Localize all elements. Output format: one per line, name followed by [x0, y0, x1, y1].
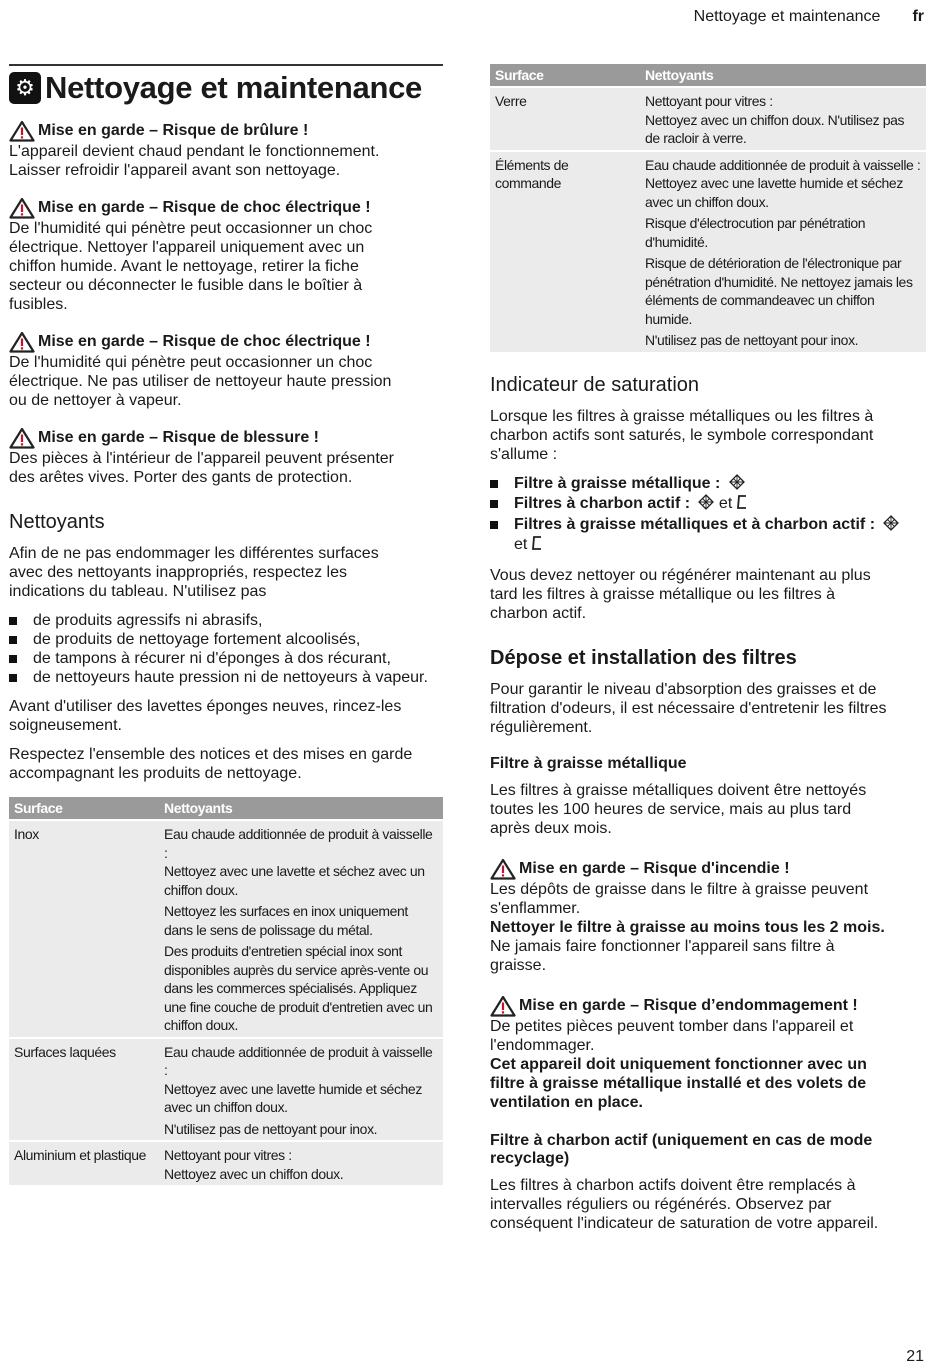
warning-triangle-icon — [490, 858, 516, 880]
carbon-filter-icon — [736, 494, 748, 510]
text-line: Lorsque les filtres à graisse métalliques ou les filtres à — [490, 407, 874, 425]
surface-cell: Surfaces laquées — [9, 1038, 159, 1142]
metal-filter-heading: Filtre à graisse métallique — [490, 754, 687, 772]
text-line: De l'humidité qui pénètre peut occasionner un choc — [9, 220, 373, 237]
page-title: Nettoyage et maintenance — [45, 70, 422, 105]
filters-heading: Dépose et installation des filtres — [490, 646, 797, 669]
cleaner-cell — [640, 151, 926, 352]
text-line: toutes les 100 heures de service, mais au plus tard — [490, 800, 852, 818]
warning-text-after — [490, 937, 926, 975]
text-line: s'enflammer. — [490, 899, 581, 917]
warning-text — [490, 880, 926, 918]
table-head-cleaners: Nettoyants — [640, 64, 926, 87]
text-line: De petites pièces peuvent tomber dans l'appareil et — [490, 1017, 854, 1035]
warning-triangle-icon — [9, 197, 35, 219]
table-head-cleaners: Nettoyants — [159, 797, 443, 820]
text-line: ventilation en place. — [490, 1093, 643, 1111]
indicator-item — [490, 474, 926, 495]
cleaners-table-right — [490, 64, 926, 352]
section-title-row — [9, 64, 443, 106]
notices-paragraph: Respectez l'ensemble des notices et des mises en garde accompagnant les produits de nettoyage. — [9, 746, 413, 782]
warning-block — [9, 197, 443, 314]
text-line: Les filtres à graisse métalliques doivent être nettoyés — [490, 781, 867, 799]
cleaner-cell — [159, 820, 443, 1038]
warning-bold-text — [490, 1055, 926, 1112]
dont-use-list — [9, 611, 443, 687]
cleaner-text: Eau chaude additionnée de produit à vaisselle : — [164, 826, 433, 861]
left-column — [9, 64, 443, 1185]
table-row — [490, 87, 926, 151]
table-row — [9, 1141, 443, 1185]
saturation-intro — [490, 407, 926, 464]
cleaners-table-left — [9, 797, 443, 1185]
cleaner-text: Eau chaude additionnée de produit à vaisselle : — [645, 156, 921, 173]
text-line: s'allume : — [490, 445, 558, 463]
grease-filter-icon — [698, 494, 714, 510]
cleaner-text: Nettoyez avec une lavette humide et séchez avec un chiffon doux. — [164, 1080, 422, 1115]
text-line: secteur ou déconnecter le fusible dans le boîtier à — [9, 277, 363, 294]
carbon-filter-heading: Filtre à charbon actif (uniquement en cas de mode recyclage) — [490, 1131, 873, 1167]
warning-triangle-icon — [9, 427, 35, 449]
warning-title: Mise en garde – Risque de blessure ! — [38, 429, 319, 446]
page-number: 21 — [906, 1348, 924, 1365]
text-line: des arêtes vives. Porter des gants de protection. — [9, 469, 353, 486]
warning-title: Mise en garde – Risque de choc électrique ! — [38, 199, 371, 216]
grease-filter-icon — [729, 474, 745, 490]
warning-block — [9, 427, 443, 487]
text-line: Afin de ne pas endommager les différentes surfaces — [9, 545, 379, 562]
list-item: de produits agressifs ni abrasifs, — [9, 611, 443, 630]
text-line: L'appareil devient chaud pendant le fonctionnement. — [9, 143, 380, 160]
filters-intro — [490, 680, 926, 737]
text-line: graisse. — [490, 956, 547, 974]
surface-cell: Inox — [9, 820, 159, 1038]
indicator-label: Filtres à charbon actif : — [514, 495, 695, 512]
warning-triangle-icon — [9, 331, 35, 353]
grease-filter-icon — [883, 515, 899, 531]
indicator-list — [490, 474, 926, 556]
surface-cell: Aluminium et plastique — [9, 1141, 159, 1185]
cleaner-text: Des produits d'entretien spécial inox sont disponibles auprès du service après-vente ou dans les commerces spécialisés. Appliquez une fine couche de produit d'entretien avec un chiffon doux. — [164, 943, 433, 1033]
warning-title: Mise en garde – Risque de brûlure ! — [38, 122, 309, 139]
saturation-heading: Indicateur de saturation — [490, 373, 700, 396]
text-line: électrique. Nettoyer l'appareil uniquement avec un — [9, 239, 365, 256]
text-line: Les dépôts de graisse dans le filtre à graisse peuvent — [490, 880, 869, 898]
text-line: charbon actifs sont saturés, le symbole correspondant — [490, 426, 874, 444]
text-line: Les filtres à charbon actifs doivent être remplacés à — [490, 1176, 856, 1194]
right-column — [490, 64, 926, 1233]
text-line: ou de nettoyer à vapeur. — [9, 392, 182, 409]
running-header — [694, 8, 924, 26]
indicator-item — [490, 494, 926, 515]
running-title: Nettoyage et maintenance — [693, 8, 881, 25]
warning-text — [490, 1017, 926, 1055]
text-line: l'endommager. — [490, 1036, 595, 1054]
gear-cleaning-icon: ⚙ — [9, 72, 41, 104]
table-row — [9, 820, 443, 1038]
text-line: tard les filtres à graisse métallique ou les filtres à — [490, 585, 836, 603]
sponges-paragraph: Avant d'utiliser des lavettes éponges neuves, rincez-les soigneusement. — [9, 698, 402, 734]
cleaners-intro — [9, 544, 443, 601]
warning-triangle-icon — [9, 120, 35, 142]
cleaner-text: Nettoyez avec une lavette humide et séchez avec un chiffon doux. — [645, 175, 903, 210]
carbon-filter-text — [490, 1176, 926, 1233]
cleaner-text: Nettoyez avec un chiffon doux. N'utilisez pas de racloir à verre. — [645, 111, 905, 146]
cleaner-text: N'utilisez pas de nettoyant pour inox. — [645, 332, 859, 348]
cleaner-text: N'utilisez pas de nettoyant pour inox. — [164, 1120, 378, 1137]
indicator-label: Filtres à graisse métalliques et à charbon actif : — [514, 515, 880, 533]
surface-cell: Verre — [490, 87, 640, 151]
text-line: chiffon humide. Avant le nettoyage, retirer la fiche — [9, 258, 359, 275]
warnings-block — [9, 120, 443, 487]
cleaners-heading: Nettoyants — [9, 511, 105, 533]
text-line: régulièrement. — [490, 718, 593, 736]
text-line: Vous devez nettoyer ou régénérer maintenant au plus — [490, 566, 871, 584]
text-line: Des pièces à l'intérieur de l'appareil peuvent présenter — [9, 450, 394, 467]
text-line: De l'humidité qui pénètre peut occasionner un choc — [9, 354, 373, 371]
fire-warning — [490, 858, 926, 975]
saturation-outro — [490, 566, 926, 623]
indicator-connector: et — [714, 495, 733, 512]
metal-filter-text — [490, 781, 926, 838]
cleaner-text: Nettoyant pour vitres : — [164, 1147, 292, 1163]
cleaner-text: Risque d'électrocution par pénétration d'humidité. — [645, 215, 866, 250]
damage-warning — [490, 995, 926, 1112]
indicator-connector: et — [514, 536, 528, 553]
text-line: Pour garantir le niveau d'absorption des graisses et de — [490, 680, 877, 698]
warning-text — [9, 219, 443, 314]
warning-block — [9, 331, 443, 410]
text-line: Laisser refroidir l'appareil avant son nettoyage. — [9, 162, 341, 179]
text-line: avec des nettoyants inappropriés, respectez les — [9, 564, 347, 581]
surface-cell: Éléments de commande — [490, 151, 640, 352]
warning-block — [9, 120, 443, 180]
indicator-item — [490, 515, 926, 556]
cleaner-text: Eau chaude additionnée de produit à vaisselle : — [164, 1043, 433, 1078]
text-line: filtration d'odeurs, il est nécessaire d'entretenir les filtres — [490, 699, 887, 717]
warning-title: Mise en garde – Risque d’endommagement ! — [519, 996, 858, 1014]
cleaner-cell — [640, 87, 926, 151]
text-line: Ne jamais faire fonctionner l'appareil sans filtre à — [490, 937, 835, 955]
text-line: électrique. Ne pas utiliser de nettoyeur haute pression — [9, 373, 392, 390]
text-line: fusibles. — [9, 296, 68, 313]
text-line: filtre à graisse métallique installé et des volets de — [490, 1074, 867, 1092]
cleaner-text: Risque de détérioration de l'électronique par pénétration d'humidité. Ne nettoyez jamais les éléments de commandeavec un chiffon humide. — [645, 255, 913, 327]
list-item: de nettoyeurs haute pression ni de nettoyeurs à vapeur. — [9, 668, 443, 687]
warning-title: Mise en garde – Risque de choc électrique ! — [38, 333, 371, 350]
text-line: indications du tableau. N'utilisez pas — [9, 583, 267, 600]
table-head-surface: Surface — [490, 64, 640, 87]
text-line: Cet appareil doit uniquement fonctionner avec un — [490, 1055, 867, 1073]
text-line: après deux mois. — [490, 819, 612, 837]
language-code: fr — [912, 8, 924, 25]
cleaner-text: Nettoyant pour vitres : — [645, 93, 773, 109]
list-item: de produits de nettoyage fortement alcoolisés, — [9, 630, 443, 649]
cleaner-cell — [159, 1038, 443, 1142]
warning-triangle-icon — [490, 995, 516, 1017]
indicator-label: Filtre à graisse métallique : — [514, 474, 725, 492]
warning-bold-text: Nettoyer le filtre à graisse au moins tous les 2 mois. — [490, 918, 885, 936]
cleaner-text: Nettoyez avec un chiffon doux. — [164, 1165, 344, 1182]
table-row — [490, 151, 926, 352]
text-line: charbon actif. — [490, 604, 587, 622]
warning-text — [9, 142, 443, 180]
table-row — [9, 1038, 443, 1142]
cleaner-text: Nettoyez les surfaces en inox uniquement dans le sens de polissage du métal. — [164, 903, 408, 938]
text-line: conséquent l'indicateur de saturation de votre appareil. — [490, 1214, 879, 1232]
text-line: intervalles réguliers ou régénérés. Observez par — [490, 1195, 832, 1213]
list-item: de tampons à récurer ni d'éponges à dos récurant, — [9, 649, 443, 668]
table-head-surface: Surface — [9, 797, 159, 820]
warning-text — [9, 449, 443, 487]
warning-text — [9, 353, 443, 410]
warning-title: Mise en garde – Risque d'incendie ! — [519, 859, 790, 877]
cleaner-cell — [159, 1141, 443, 1185]
cleaner-text: Nettoyez avec une lavette et séchez avec un chiffon doux. — [164, 863, 425, 898]
carbon-filter-icon — [531, 535, 543, 551]
